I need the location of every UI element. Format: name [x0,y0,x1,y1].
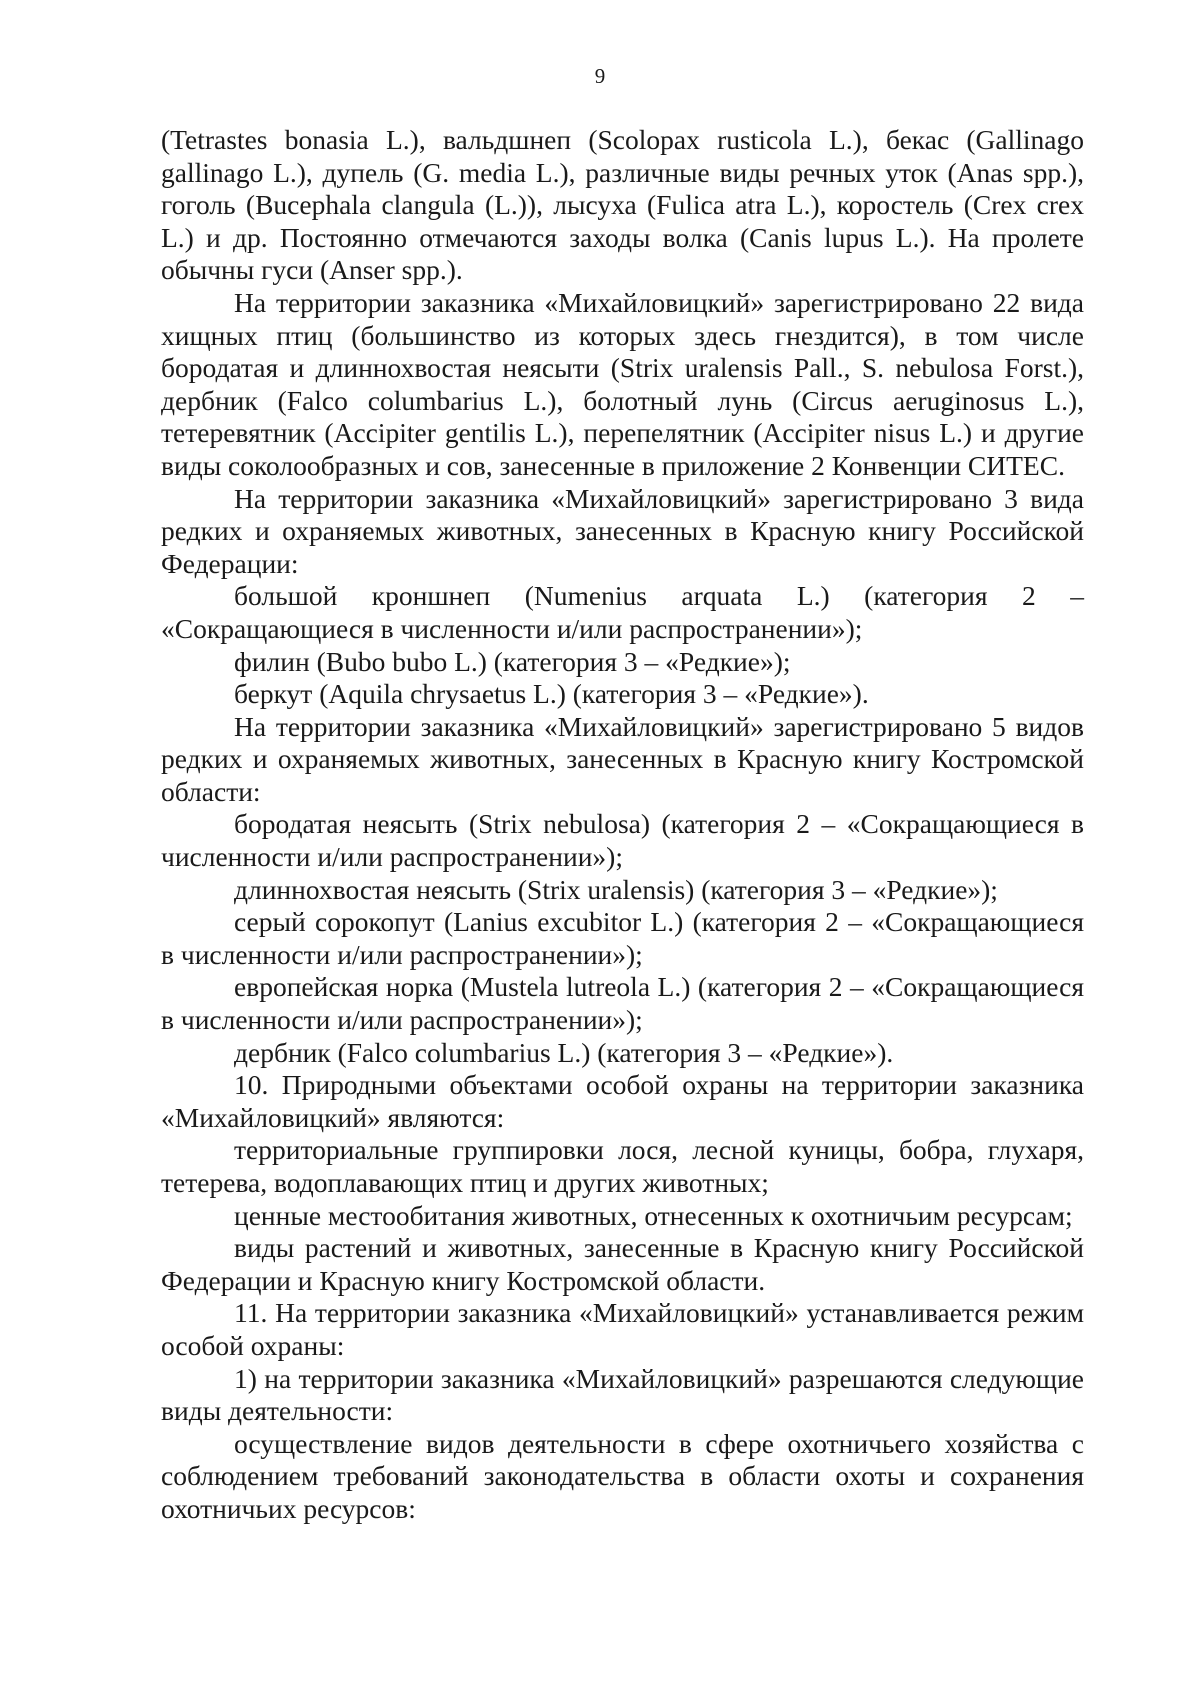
list-item: территориальные группировки лося, лесной куницы, бобра, глухаря, тетерева, водоплавающих птиц и других животных; [161,1134,1084,1198]
list-item: филин (Bubo bubo L.) (категория 3 – «Редкие»); [234,645,791,677]
paragraph: На территории заказника «Михайловицкий» зарегистрировано 3 вида редких и охраняемых животных, занесенных в Красную книгу Российской Федерации: [161,482,1084,579]
paragraph: (Tetrastes bonasia L.), вальдшнеп (Scolopax rusticola L.), бекас (Gallinago gallinago L.), дупель (G. media L.), различные виды речных уток (Anas spp.), гоголь (Bucephala clangula (L.)), лысуха (Fulica atra L.), коростель (Crex crex L.) и др. Постоянно отмечаются заходы волка (Canis lupus L.). На пролете обычны гуси (Anser spp.). [161,124,1084,286]
list-item: 1) на территории заказника «Михайловицкий» разрешаются следующие виды деятельности: [161,1362,1084,1427]
list-item: осуществление видов деятельности в сфере охотничьего хозяйства с соблюдением требований законодательства в области охоты и сохранения охотничьих ресурсов: [161,1427,1084,1524]
list-item: европейская норка (Mustela lutreola L.) (категория 2 – «Сокращающиеся в численности и/или распространении»); [161,971,1084,1036]
paragraph: 11. На территории заказника «Михайловицкий» устанавливается режим особой охраны: [161,1297,1084,1361]
page-number: 9 [594,64,606,88]
list-item: беркут (Aquila chrysaetus L.) (категория 3 – «Редкие»). [234,678,869,710]
list-item: большой кроншнеп (Numenius arquata L.) (категория 2 – «Сокращающиеся в численности и/или распространении»); [161,580,1084,644]
list-item: бородатая неясыть (Strix nebulosa) (категория 2 – «Сокращающиеся в численности и/или распространении»); [161,808,1084,873]
document-body [161,124,1084,1526]
paragraph: На территории заказника «Михайловицкий» зарегистрировано 5 видов редких и охраняемых животных, занесенных в Красную книгу Костромской области: [161,710,1084,807]
paragraph: 10. Природными объектами особой охраны на территории заказника «Михайловицкий» являются: [161,1069,1084,1133]
list-item: дербник (Falco columbarius L.) (категория 3 – «Редкие»). [234,1036,894,1068]
list-item: виды растений и животных, занесенные в Красную книгу Российской Федерации и Красную книгу Костромской области. [161,1232,1084,1296]
list-item: длиннохвостая неясыть (Strix uralensis) (категория 3 – «Редкие»); [234,873,998,905]
paragraph: На территории заказника «Михайловицкий» зарегистрировано 22 вида хищных птиц (большинство из которых здесь гнездится), в том числе бородатая и длиннохвостая неясыти (Strix uralensis Pall., S. nebulosa Forst.), дербник (Falco columbarius L.), болотный лунь (Circus aeruginosus L.), тетеревятник (Accipiter gentilis L.), перепелятник (Accipiter nisus L.) и другие виды соколообразных и сов, занесенные в приложение 2 Конвенции СИТЕС. [161,286,1084,481]
list-item: ценные местообитания животных, отнесенных к охотничьим ресурсам; [234,1199,1073,1231]
list-item: серый сорокопут (Lanius excubitor L.) (категория 2 – «Сокращающиеся в численности и/или распространении»); [161,906,1084,970]
